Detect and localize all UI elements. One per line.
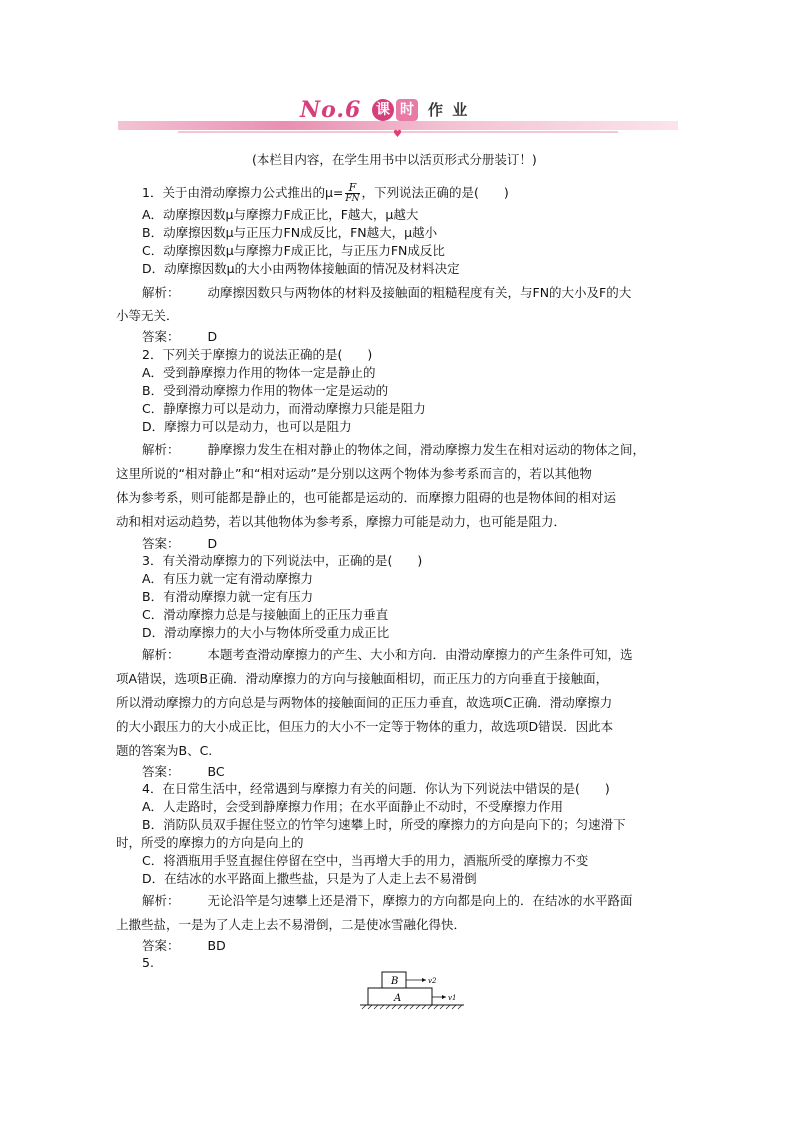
q1-stem-a: 1．关于由滑动摩擦力公式推出的μ= (142, 185, 344, 200)
v2-label: v2 (428, 977, 437, 985)
q5-stem: 5. (142, 955, 154, 970)
q2-option-a: A．受到静摩擦力作用的物体一定是静止的 (142, 365, 376, 380)
q2-analysis-line3: 体为参考系，则可能都是静止的，也可能都是运动的．而摩擦力阻碍的也是物体间的相对运 (116, 490, 617, 505)
answer-label: 答案： (142, 329, 180, 344)
q2-analysis (142, 442, 645, 458)
q1-stem (142, 182, 509, 205)
analysis-label: 解析： (142, 647, 180, 662)
analysis-text: 静摩擦力发生在相对静止的物体之间，滑动摩擦力发生在相对运动的物体之间， (207, 442, 646, 457)
q1-option-a: A．动摩擦因数μ与摩擦力F成正比，F越大，μ越大 (142, 207, 419, 222)
q2-answer (142, 536, 217, 552)
ground-hatch (362, 1005, 462, 1009)
q5-figure (360, 970, 470, 1015)
lesson-number: No.6 (300, 97, 362, 123)
q1-option-c: C．动摩擦因数μ与摩擦力F成正比，与正压力FN成反比 (142, 243, 445, 258)
q1-option-b: B．动摩擦因数μ与正压力FN成反比，FN越大，μ越小 (142, 225, 438, 240)
answer-value: D (207, 329, 218, 344)
q2-option-c: C．静摩擦力可以是动力，而滑动摩擦力只能是阻力 (142, 401, 426, 416)
q1-answer (142, 329, 217, 345)
q2-analysis-line2: 这里所说的“相对静止”和“相对运动”是分别以这两个物体为参考系而言的，若以其他物 (116, 466, 592, 481)
q2-stem: 2．下列关于摩擦力的说法正确的是( ) (142, 347, 373, 362)
answer-label: 答案： (142, 938, 180, 953)
q3-analysis-line2: 项A错误，选项B正确．滑动摩擦力的方向与接触面相切，而正压力的方向垂直于接触面， (116, 671, 609, 686)
q4-option-a: A．人走路时，会受到静摩擦力作用；在水平面静止不动时，不受摩擦力作用 (142, 799, 564, 814)
header-note: (本栏目内容，在学生用书中以活页形式分册装订！) (252, 152, 537, 167)
q4-option-b: B．消防队员双手握住竖立的竹竿匀速攀上时，所受的摩擦力的方向是向下的；匀速滑下 (142, 817, 626, 832)
frac-den: FN (345, 194, 360, 204)
analysis-label: 解析： (142, 893, 180, 908)
q3-option-b: B．有滑动摩擦力就一定有压力 (142, 589, 314, 604)
q1-analysis (142, 285, 631, 301)
q4-option-b-cont: 时，所受的摩擦力的方向是向上的 (116, 835, 304, 850)
heart-icon: ♥ (393, 129, 402, 140)
block-a-label: A (394, 993, 402, 1004)
answer-label: 答案： (142, 536, 180, 551)
q4-option-c: C．将酒瓶用手竖直握住停留在空中，当再增大手的用力，酒瓶所受的摩擦力不变 (142, 853, 589, 868)
analysis-text: 本题考查滑动摩擦力的产生、大小和方向．由滑动摩擦力的产生条件可知，选 (207, 647, 633, 662)
q3-analysis-line4: 的大小跟压力的大小成正比，但压力的大小不一定等于物体的重力，故选项D错误．因此本 (116, 719, 614, 734)
q4-answer (142, 938, 226, 954)
q3-option-c: C．滑动摩擦力总是与接触面上的正压力垂直 (142, 607, 389, 622)
analysis-text: 动摩擦因数只与两物体的材料及接触面的粗糙程度有关，与FN的大小及F的大 (207, 285, 632, 300)
q3-answer (142, 764, 225, 780)
q2-option-b: B．受到滑动摩擦力作用的物体一定是运动的 (142, 383, 389, 398)
title-char-shi: 时 (396, 99, 418, 121)
title-char-ke: 课 (372, 99, 394, 121)
header-banner (118, 95, 678, 141)
answer-label: 答案： (142, 764, 180, 779)
v1-label: v1 (448, 994, 457, 1002)
q3-stem: 3．有关滑动摩擦力的下列说法中，正确的是( ) (142, 553, 423, 568)
q4-analysis (142, 893, 633, 909)
q2-option-d: D．摩擦力可以是动力，也可以是阻力 (142, 419, 352, 434)
q1-stem-b: ，下列说法正确的是( ) (361, 185, 509, 200)
q4-stem: 4．在日常生活中，经常遇到与摩擦力有关的问题．你认为下列说法中错误的是( ) (142, 781, 610, 796)
analysis-label: 解析： (142, 285, 180, 300)
arrow-v2-head (422, 978, 426, 982)
q4-option-d: D．在结冰的水平路面上撒些盐，只是为了人走上去不易滑倒 (142, 871, 477, 886)
q2-analysis-line4: 动和相对运动趋势，若以其他物体为参考系，摩擦力可能是动力，也可能是阻力． (116, 514, 567, 529)
block-b-label: B (391, 976, 399, 987)
frac-num: F (345, 182, 359, 194)
q3-analysis-line3: 所以滑动摩擦力的方向总是与两物体的接触面间的正压力垂直，故选项C正确．滑动摩擦力 (116, 695, 613, 710)
q1-option-d: D．动摩擦因数μ的大小由两物体接触面的情况及材料决定 (142, 261, 460, 276)
answer-value: BC (207, 764, 225, 779)
q3-option-d: D．滑动摩擦力的大小与物体所受重力成正比 (142, 625, 390, 640)
analysis-text: 无论沿竿是匀速攀上还是滑下，摩擦力的方向都是向上的．在结冰的水平路面 (207, 893, 633, 908)
q4-analysis-line2: 上撒些盐，一是为了人走上去不易滑倒，二是使冰雪融化得快． (116, 917, 467, 932)
q1-analysis-cont: 小等无关． (116, 308, 179, 323)
title-zuoye: 作 业 (428, 101, 470, 119)
arrow-v1-head (442, 995, 446, 999)
answer-value: D (207, 536, 218, 551)
answer-value: BD (207, 938, 226, 953)
analysis-label: 解析： (142, 442, 180, 457)
q3-option-a: A．有压力就一定有滑动摩擦力 (142, 571, 314, 586)
q1-fraction (345, 182, 359, 205)
q3-analysis-line5: 题的答案为B、C. (116, 743, 213, 758)
q3-analysis (142, 647, 633, 663)
